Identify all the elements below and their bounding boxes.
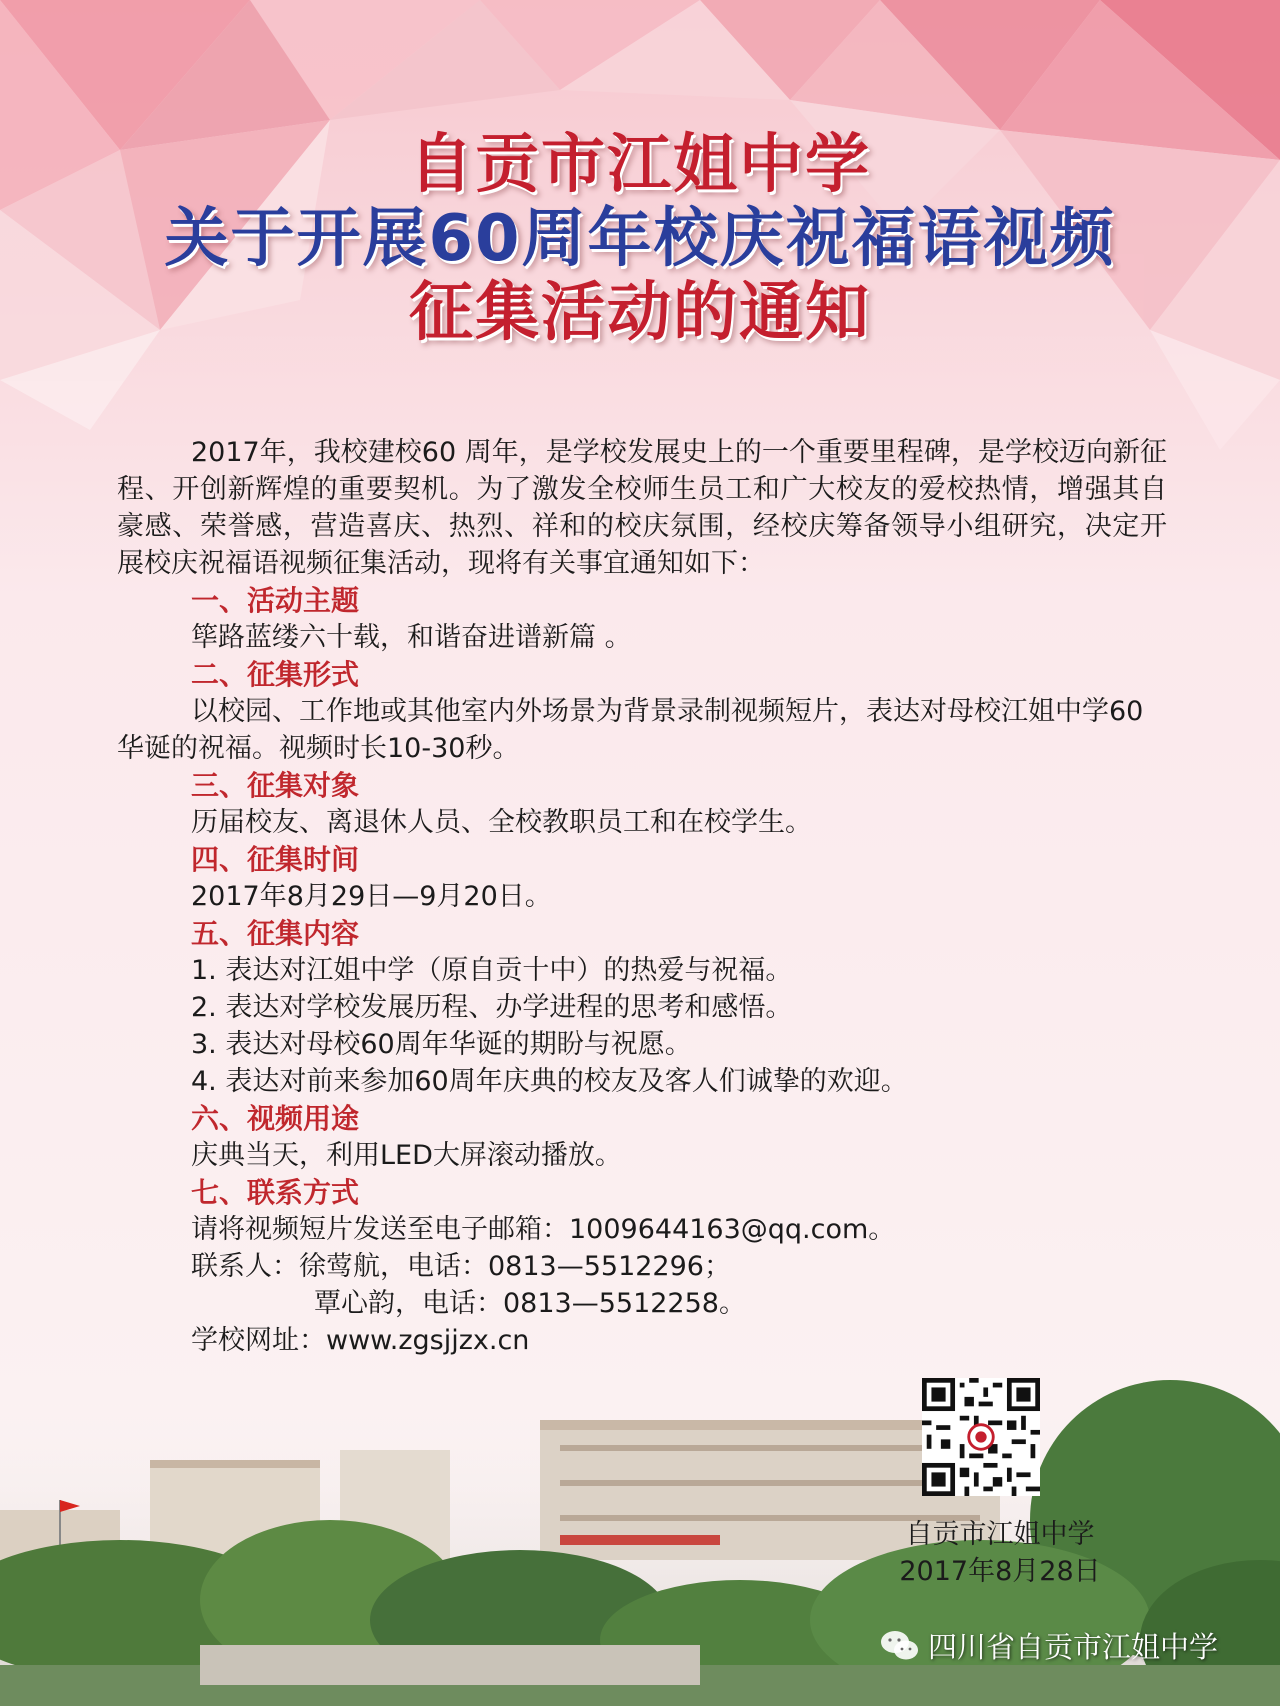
title-notice: 征集活动的通知 <box>409 276 871 350</box>
title-block <box>0 128 1280 350</box>
wechat-watermark <box>880 1625 1218 1666</box>
section-heading: 四、征集时间 <box>191 843 360 876</box>
title-school-name: 自贡市江姐中学 <box>409 128 871 202</box>
section-text: 庆典当天，利用LED大屏滚动播放。 <box>191 1140 622 1171</box>
contact-email: 请将视频短片发送至电子邮箱：1009644163@qq.com。 <box>191 1214 896 1245</box>
contact-person-2: 覃心韵，电话：0813—5512258。 <box>314 1288 746 1319</box>
section-audience <box>117 767 1167 841</box>
notice-body <box>117 434 1167 1359</box>
section-heading: 七、联系方式 <box>191 1176 360 1209</box>
section-format <box>117 656 1167 767</box>
section-text: 2017年8月29日—9月20日。 <box>191 881 552 912</box>
wechat-account-name: 四川省自贡市江姐中学 <box>928 1630 1219 1664</box>
contact-person-1: 联系人：徐莺航，电话：0813—5512296； <box>191 1251 731 1282</box>
section-theme <box>117 582 1167 656</box>
list-item: 1. 表达对江姐中学（原自贡十中）的热爱与祝福。 <box>191 955 793 986</box>
section-text: 筚路蓝缕六十载，和谐奋进谱新篇 。 <box>191 622 632 653</box>
qr-code <box>922 1378 1040 1496</box>
section-heading: 一、活动主题 <box>191 584 360 617</box>
list-item: 3. 表达对母校60周年华诞的期盼与祝愿。 <box>191 1029 692 1060</box>
wechat-icon <box>880 1629 920 1663</box>
signature-school: 自贡市江姐中学 <box>905 1519 1095 1550</box>
section-usage <box>117 1100 1167 1174</box>
section-content <box>117 915 1167 1100</box>
section-heading: 三、征集对象 <box>191 769 360 802</box>
intro-paragraph: 2017年，我校建校60 周年，是学校发展史上的一个重要里程碑，是学校迈向新征程、开创新辉煌的重要契机。为了激发全校师生员工和广大校友的爱校热情，增强其自豪感、荣誉感，营造喜庆、热烈、祥和的校庆氛围，经校庆筹备领导小组研究，决定开展校庆祝福语视频征集活动，现将有关事宜通知如下： <box>117 437 1167 579</box>
section-heading: 六、视频用途 <box>191 1102 360 1135</box>
list-item: 4. 表达对前来参加60周年庆典的校友及客人们诚挚的欢迎。 <box>191 1066 908 1097</box>
signature-date: 2017年8月28日 <box>899 1556 1101 1587</box>
section-heading: 二、征集形式 <box>191 658 360 691</box>
section-contact <box>117 1174 1167 1359</box>
section-heading: 五、征集内容 <box>191 917 360 950</box>
title-subject: 关于开展60周年校庆祝福语视频 <box>164 202 1116 276</box>
list-item: 2. 表达对学校发展历程、办学进程的思考和感悟。 <box>191 992 793 1023</box>
school-website: 学校网址：www.zgsjjzx.cn <box>191 1325 530 1356</box>
section-time <box>117 841 1167 915</box>
section-text: 以校园、工作地或其他室内外场景为背景录制视频短片，表达对母校江姐中学60华诞的祝福。视频时长10-30秒。 <box>117 696 1144 764</box>
section-text: 历届校友、离退休人员、全校教职员工和在校学生。 <box>191 807 812 838</box>
